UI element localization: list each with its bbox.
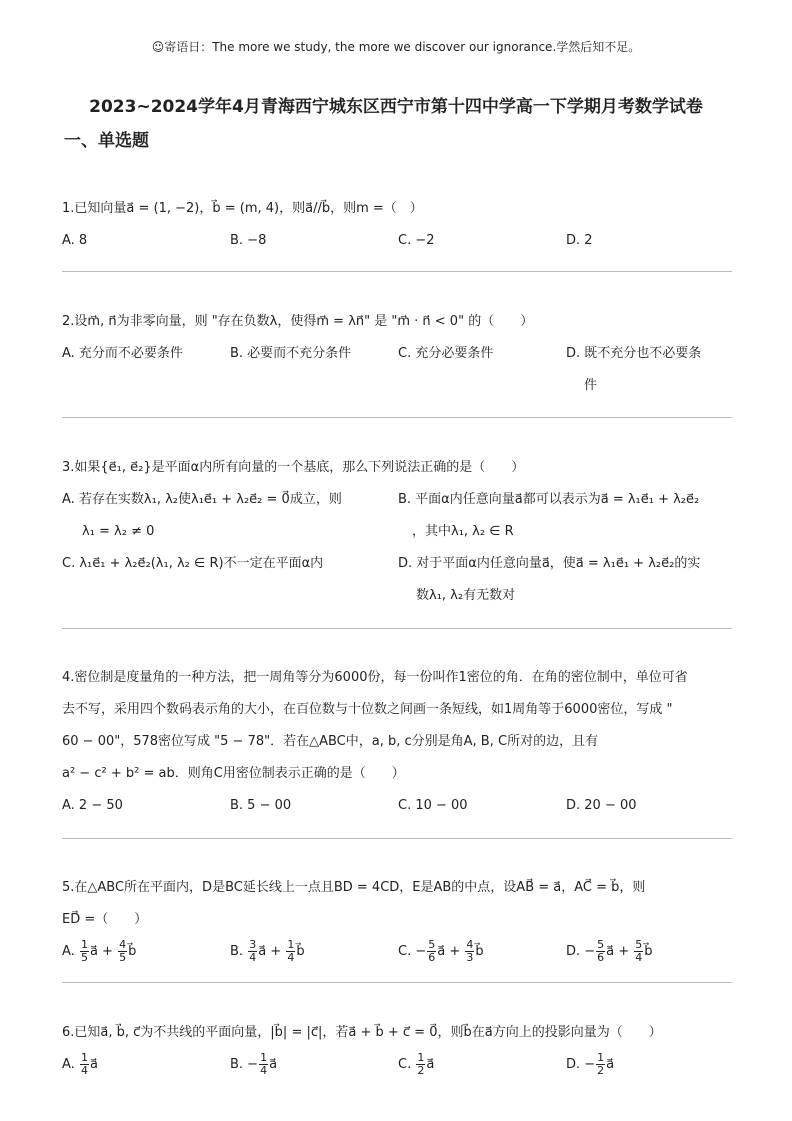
option-c[interactable]: C. 10 − 00: [398, 798, 468, 813]
question-stem-line-2: ED⃗ =（ ）: [62, 912, 148, 927]
question-5: [62, 872, 732, 972]
question-3: [62, 452, 732, 612]
question-6: [62, 1017, 732, 1085]
question-1: [62, 193, 732, 257]
question-stem-line-2: 去不写，采用四个数码表示角的大小，在百位数与十位数之间画一条短线，如1周角等于6000密位，写成 ": [62, 702, 673, 717]
option-b[interactable]: B. −8: [230, 233, 267, 248]
option-c[interactable]: C. − $\frac{5}{6}$ a⃗ + $\frac{4}{3}$ b⃗: [398, 938, 484, 964]
question-stem: 3.如果{e⃗₁, e⃗₂}是平面α内所有向量的一个基底，那么下列说法正确的是（ ）: [62, 460, 525, 475]
divider: [62, 982, 732, 983]
option-d[interactable]: D. 既不充分也不必要条: [566, 346, 702, 361]
option-a[interactable]: A. 充分而不必要条件: [62, 346, 183, 361]
option-a[interactable]: A. 2 − 50: [62, 798, 123, 813]
option-c[interactable]: C. 充分必要条件: [398, 346, 494, 361]
option-c[interactable]: C. −2: [398, 233, 435, 248]
question-4: [62, 662, 732, 822]
option-d[interactable]: D. 对于平面α内任意向量a⃗，使a⃗ = λ₁e⃗₁ + λ₂e⃗₂的实: [398, 556, 701, 571]
question-stem: 2.设m⃗, n⃗为非零向量，则 "存在负数λ，使得m⃗ = λn⃗" 是 "m⃗ · n⃗ < 0" 的（ ）: [62, 314, 534, 329]
option-a[interactable]: A. $\frac{1}{5}$ a⃗ + $\frac{4}{5}$ b⃗: [62, 938, 137, 964]
option-c[interactable]: C. λ₁e⃗₁ + λ₂e⃗₂(λ₁, λ₂ ∈ R)不一定在平面α内: [62, 556, 324, 571]
option-b[interactable]: B. − $\frac{1}{4}$ a⃗: [230, 1051, 278, 1077]
option-b[interactable]: B. 5 − 00: [230, 798, 292, 813]
option-d[interactable]: D. − $\frac{5}{6}$ a⃗ + $\frac{5}{4}$ b⃗: [566, 938, 653, 964]
option-b-continued: ，其中λ₁, λ₂ ∈ R: [412, 524, 514, 539]
option-b[interactable]: B. 必要而不充分条件: [230, 346, 352, 361]
option-a[interactable]: A. 8: [62, 233, 88, 248]
option-b[interactable]: B. $\frac{3}{4}$ a⃗ + $\frac{1}{4}$ b⃗: [230, 938, 305, 964]
option-a[interactable]: A. 若存在实数λ₁, λ₂使λ₁e⃗₁ + λ₂e⃗₂ = 0⃗成立，则: [62, 492, 342, 507]
option-a[interactable]: A. $\frac{1}{4}$ a⃗: [62, 1051, 98, 1077]
divider: [62, 838, 732, 839]
option-b[interactable]: B. 平面α内任意向量a⃗都可以表示为a⃗ = λ₁e⃗₁ + λ₂e⃗₂: [398, 492, 700, 507]
divider: [62, 417, 732, 418]
question-stem-line-4: a² − c² + b² = ab．则角C用密位制表示正确的是（ ）: [62, 766, 405, 781]
option-a-continued: λ₁ = λ₂ ≠ 0: [82, 524, 155, 539]
question-2: [62, 306, 732, 402]
question-stem: 6.已知a⃗, b⃗, c⃗为不共线的平面向量，|b⃗| = |c⃗|，若a⃗ + b⃗ + c⃗ = 0⃗，则b⃗在a⃗方向上的投影向量为（ ）: [62, 1025, 662, 1040]
option-d-continued: 件: [584, 378, 598, 393]
divider: [62, 271, 732, 272]
question-stem: 1.已知向量a⃗ = (1, −2)，b⃗ = (m, 4)，则a⃗//b⃗，则m =（ ）: [62, 201, 423, 216]
divider: [62, 628, 732, 629]
question-stem-line-3: 60 − 00"，578密位写成 "5 − 78"．若在△ABC中，a, b, c分别是角A, B, C所对的边，且有: [62, 734, 599, 749]
page-title: 2023~2024学年4月青海西宁城东区西宁市第十四中学高一下学期月考数学试卷: [89, 97, 703, 117]
option-d[interactable]: D. − $\frac{1}{2}$ a⃗: [566, 1051, 615, 1077]
question-stem-line-1: 4.密位制是度量角的一种方法，把一周角等分为6000份，每一份叫作1密位的角．在角的密位制中，单位可省: [62, 670, 688, 685]
motto: ☺寄语日：The more we study, the more we discover our ignorance.学然后知不足。: [151, 40, 641, 54]
option-d[interactable]: D. 20 − 00: [566, 798, 637, 813]
option-d-continued: 数λ₁, λ₂有无数对: [416, 588, 516, 603]
option-c[interactable]: C. $\frac{1}{2}$ a⃗: [398, 1051, 435, 1077]
option-d[interactable]: D. 2: [566, 233, 593, 248]
section-heading: 一、单选题: [64, 131, 149, 151]
question-stem-line-1: 5.在△ABC所在平面内，D是BC延长线上一点且BD = 4CD，E是AB的中点，设AB⃗ = a⃗，AC⃗ = b⃗，则: [62, 880, 646, 895]
